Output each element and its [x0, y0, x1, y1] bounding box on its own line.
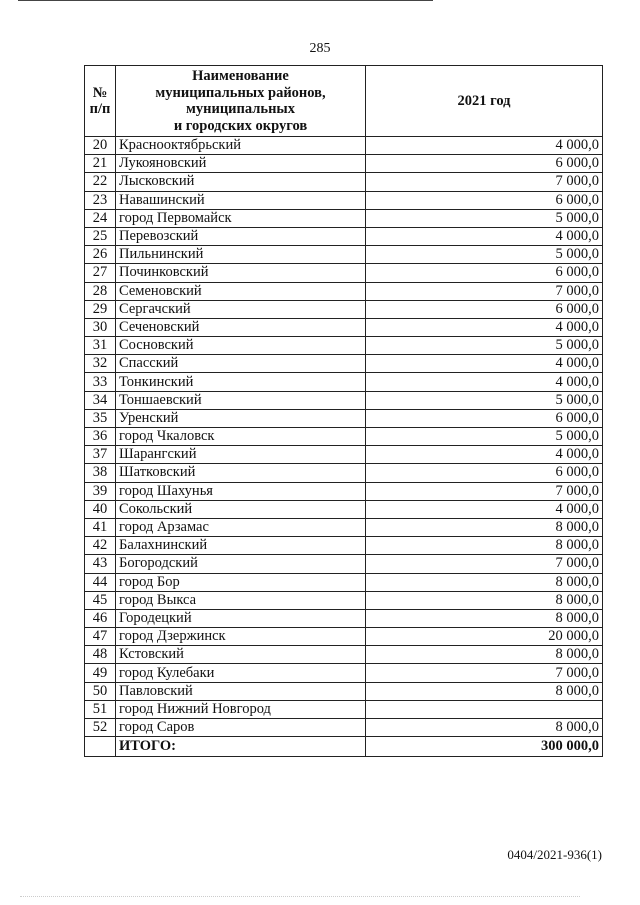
row-value: 4 000,0: [366, 355, 603, 373]
row-number: 43: [85, 555, 116, 573]
table-row: [85, 518, 603, 536]
row-number: 37: [85, 446, 116, 464]
row-number: 42: [85, 537, 116, 555]
row-name: Навашинский: [116, 191, 366, 209]
row-value: 8 000,0: [366, 609, 603, 627]
table-row: [85, 555, 603, 573]
row-name: Сеченовский: [116, 318, 366, 336]
row-number: 48: [85, 646, 116, 664]
row-name: город Бор: [116, 573, 366, 591]
table-row: [85, 573, 603, 591]
scan-specks: [20, 896, 580, 899]
row-number: 28: [85, 282, 116, 300]
table-row: [85, 464, 603, 482]
row-number: 35: [85, 409, 116, 427]
row-value: 5 000,0: [366, 209, 603, 227]
row-name: Семеновский: [116, 282, 366, 300]
row-value: 4 000,0: [366, 318, 603, 336]
row-name: Сосновский: [116, 337, 366, 355]
row-value: 6 000,0: [366, 409, 603, 427]
row-number: 23: [85, 191, 116, 209]
total-num-cell: [85, 737, 116, 757]
row-name: Уренский: [116, 409, 366, 427]
table-header-row: [85, 66, 603, 137]
row-number: 46: [85, 609, 116, 627]
row-name: Починковский: [116, 264, 366, 282]
row-name: Сергачский: [116, 300, 366, 318]
row-number: 25: [85, 227, 116, 245]
allocation-table: [84, 65, 603, 757]
total-row: [85, 737, 603, 757]
row-value: 6 000,0: [366, 155, 603, 173]
row-value: 7 000,0: [366, 282, 603, 300]
row-value: 7 000,0: [366, 555, 603, 573]
row-value: 8 000,0: [366, 518, 603, 536]
row-number: 36: [85, 428, 116, 446]
table-row: [85, 428, 603, 446]
header-name: Наименование муниципальных районов, муниципальных и городских округов: [116, 66, 366, 137]
row-number: 22: [85, 173, 116, 191]
row-number: 21: [85, 155, 116, 173]
row-number: 39: [85, 482, 116, 500]
row-value: 5 000,0: [366, 246, 603, 264]
header-year: 2021 год: [366, 66, 603, 137]
page-number: 285: [309, 41, 331, 56]
row-name: Пильнинский: [116, 246, 366, 264]
table-row: [85, 191, 603, 209]
row-value: 8 000,0: [366, 719, 603, 737]
row-value: 6 000,0: [366, 300, 603, 318]
row-number: 41: [85, 518, 116, 536]
row-value: 20 000,0: [366, 628, 603, 646]
row-value: 5 000,0: [366, 391, 603, 409]
row-number: 47: [85, 628, 116, 646]
table-row: [85, 137, 603, 155]
row-name: город Чкаловск: [116, 428, 366, 446]
row-name: город Выкса: [116, 591, 366, 609]
row-number: 20: [85, 137, 116, 155]
table-row: [85, 646, 603, 664]
table-row: [85, 282, 603, 300]
row-name: город Дзержинск: [116, 628, 366, 646]
row-value: [366, 700, 603, 718]
row-name: Богородский: [116, 555, 366, 573]
table-row: [85, 373, 603, 391]
table-row: [85, 337, 603, 355]
row-number: 26: [85, 246, 116, 264]
row-value: 8 000,0: [366, 646, 603, 664]
table-row: [85, 173, 603, 191]
table-row: [85, 300, 603, 318]
row-name: Кстовский: [116, 646, 366, 664]
row-number: 24: [85, 209, 116, 227]
top-rule: [18, 0, 433, 1]
row-name: Краснооктябрьский: [116, 137, 366, 155]
row-number: 31: [85, 337, 116, 355]
row-name: Спасский: [116, 355, 366, 373]
row-name: город Саров: [116, 719, 366, 737]
row-number: 52: [85, 719, 116, 737]
table-row: [85, 537, 603, 555]
table-row: [85, 446, 603, 464]
row-value: 4 000,0: [366, 373, 603, 391]
row-value: 8 000,0: [366, 573, 603, 591]
row-value: 5 000,0: [366, 337, 603, 355]
row-value: 6 000,0: [366, 264, 603, 282]
table-row: [85, 591, 603, 609]
row-name: город Кулебаки: [116, 664, 366, 682]
table-row: [85, 609, 603, 627]
row-name: Павловский: [116, 682, 366, 700]
table-row: [85, 682, 603, 700]
row-number: 44: [85, 573, 116, 591]
row-number: 50: [85, 682, 116, 700]
row-value: 7 000,0: [366, 173, 603, 191]
table-row: [85, 700, 603, 718]
row-number: 33: [85, 373, 116, 391]
row-name: Городецкий: [116, 609, 366, 627]
row-value: 5 000,0: [366, 428, 603, 446]
table-row: [85, 155, 603, 173]
table-row: [85, 409, 603, 427]
row-number: 32: [85, 355, 116, 373]
header-number: № п/п: [85, 66, 116, 137]
row-number: 51: [85, 700, 116, 718]
table-row: [85, 482, 603, 500]
row-value: 4 000,0: [366, 227, 603, 245]
row-name: Тонкинский: [116, 373, 366, 391]
row-number: 29: [85, 300, 116, 318]
table-row: [85, 264, 603, 282]
row-name: Перевозский: [116, 227, 366, 245]
row-number: 40: [85, 500, 116, 518]
total-value: 300 000,0: [366, 737, 603, 757]
row-value: 4 000,0: [366, 446, 603, 464]
row-name: Шатковский: [116, 464, 366, 482]
row-name: Балахнинский: [116, 537, 366, 555]
table-row: [85, 719, 603, 737]
row-value: 6 000,0: [366, 464, 603, 482]
row-number: 34: [85, 391, 116, 409]
row-value: 4 000,0: [366, 500, 603, 518]
total-label: ИТОГО:: [116, 737, 366, 757]
row-number: 38: [85, 464, 116, 482]
row-name: Сокольский: [116, 500, 366, 518]
row-value: 8 000,0: [366, 591, 603, 609]
table-row: [85, 355, 603, 373]
document-code: 0404/2021-936(1): [507, 847, 602, 862]
row-number: 27: [85, 264, 116, 282]
row-name: город Шахунья: [116, 482, 366, 500]
row-value: 8 000,0: [366, 537, 603, 555]
row-value: 7 000,0: [366, 482, 603, 500]
row-name: Лукояновский: [116, 155, 366, 173]
row-name: город Нижний Новгород: [116, 700, 366, 718]
table-row: [85, 628, 603, 646]
table-row: [85, 664, 603, 682]
table-row: [85, 318, 603, 336]
table-row: [85, 391, 603, 409]
row-name: Шарангский: [116, 446, 366, 464]
row-value: 7 000,0: [366, 664, 603, 682]
row-name: город Первомайск: [116, 209, 366, 227]
row-number: 49: [85, 664, 116, 682]
table-row: [85, 246, 603, 264]
row-name: Тоншаевский: [116, 391, 366, 409]
row-name: Лысковский: [116, 173, 366, 191]
table-row: [85, 209, 603, 227]
row-number: 45: [85, 591, 116, 609]
table-row: [85, 500, 603, 518]
table-row: [85, 227, 603, 245]
row-value: 6 000,0: [366, 191, 603, 209]
row-name: город Арзамас: [116, 518, 366, 536]
row-value: 4 000,0: [366, 137, 603, 155]
row-value: 8 000,0: [366, 682, 603, 700]
row-number: 30: [85, 318, 116, 336]
